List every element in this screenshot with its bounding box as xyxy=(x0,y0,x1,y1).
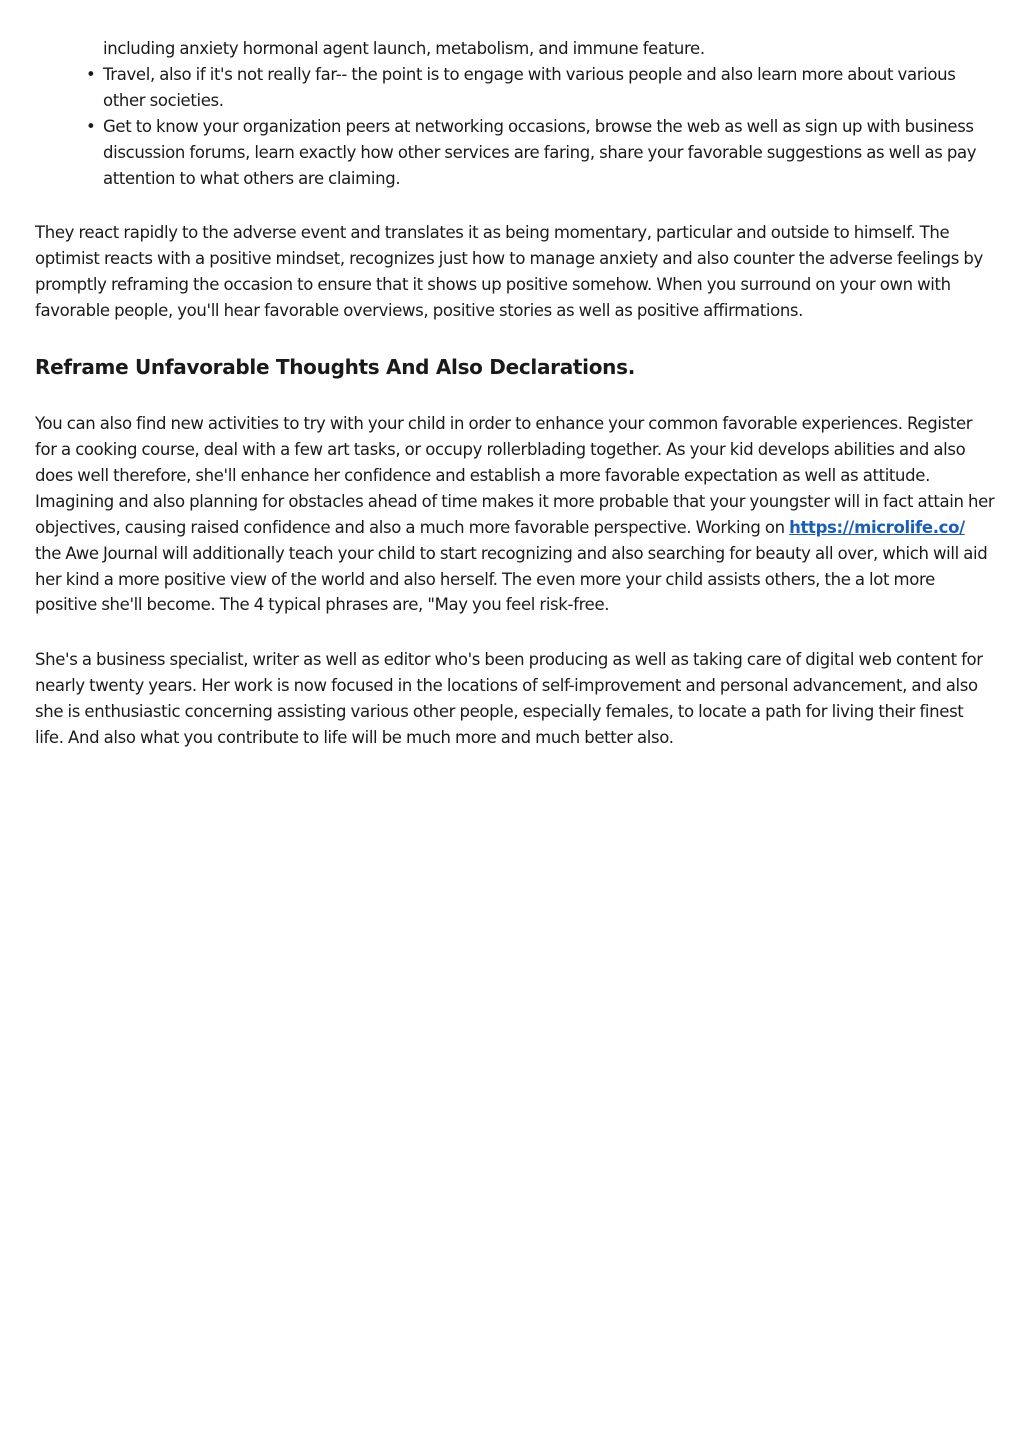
document-page xyxy=(35,36,995,751)
list-item xyxy=(86,114,995,192)
bullet-icon: • xyxy=(86,116,96,136)
paragraph-text-before-link: You can also find new activities to try with your child in order to enhance your common favorable experiences. Register for a cooking course, deal with a few art tasks, or occupy rollerblading together. As your kid develops abilities and also does well therefore, she'll enhance her confidence and establish a more favorable expectation as well as attitude. Imagining and also planning for obstacles ahead of time makes it more probable that your youngster will in fact attain her objectives, causing raised confidence and also a much more favorable perspective. Working on xyxy=(35,414,995,537)
list-item-text: Get to know your organization peers at networking occasions, browse the web as well as sign up with business discussion forums, learn exactly how other services are faring, share your favorable suggestions as well as pay attention to what others are claiming. xyxy=(103,116,977,188)
bullet-list xyxy=(35,62,995,192)
spacer xyxy=(35,191,995,220)
list-item xyxy=(86,62,995,114)
spacer xyxy=(35,380,995,411)
list-continuation-text: including anxiety hormonal agent launch, metabolism, and immune feature. xyxy=(103,39,705,58)
paragraph-optimist: They react rapidly to the adverse event and translates it as being momentary, particular and outside to himself. The optimist reacts with a positive mindset, recognizes just how to manage anxiety and also counter the adverse feelings by promptly reframing the occasion to ensure that it shows up positive somehow. When you surround on your own with favorable people, you'll hear favorable overviews, positive stories as well as positive affirmations. xyxy=(35,223,983,321)
section-heading: Reframe Unfavorable Thoughts And Also Declarations. xyxy=(35,355,636,380)
microlife-link[interactable]: https://microlife.co/ xyxy=(789,517,965,537)
bullet-icon: • xyxy=(86,64,96,84)
spacer xyxy=(35,324,995,354)
spacer xyxy=(35,618,995,647)
list-item-text: Travel, also if it's not really far-- the point is to engage with various people and also learn more about various other societies. xyxy=(103,64,956,110)
paragraph-activities xyxy=(35,411,995,618)
paragraph-author-bio: She's a business specialist, writer as well as editor who's been producing as well as taking care of digital web content for nearly twenty years. Her work is now focused in the locations of self-improvement and personal advancement, and also she is enthusiastic concerning assisting various other people, especially females, to locate a path for living their finest life. And also what you contribute to life will be much more and much better also. xyxy=(35,650,983,748)
paragraph-text-after-link: the Awe Journal will additionally teach your child to start recognizing and also searching for beauty all over, which will aid her kind a more positive view of the world and also herself. The even more your child assists others, the a lot more positive she'll become. The 4 typical phrases are, "May you feel risk-free. xyxy=(35,543,988,615)
